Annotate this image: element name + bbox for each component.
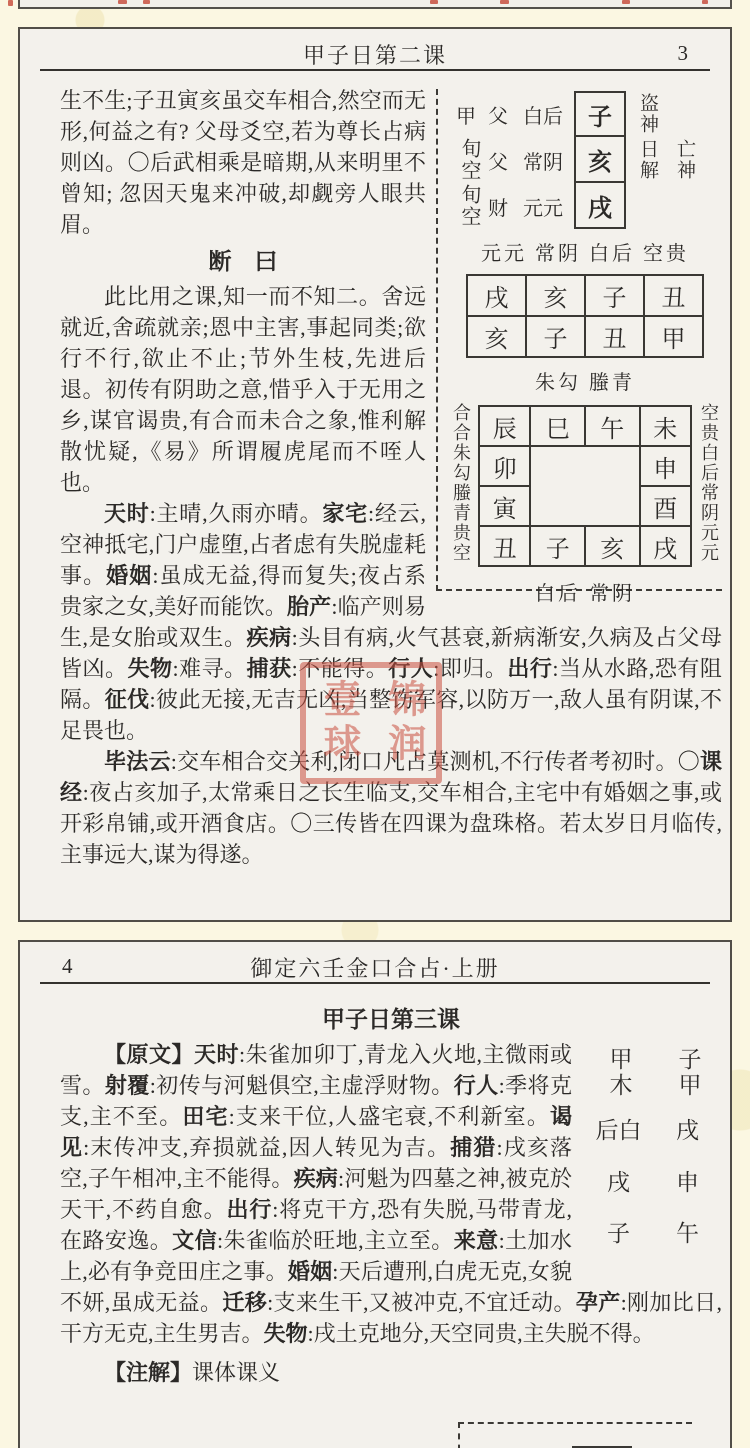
paragraph-judgement: 此比用之课,知一而不知二。舍远就近,舍疏就亲;恩中主害,事起同类;欲行不行,欲止不止;节外生枝,先进后退。初传有阴助之意,惜乎入于无用之乡,谋官谒贵,有合而未合之象,惟利解散忧疑,《易》所谓履虎尾而不咥人也。 — [60, 284, 426, 495]
diagram-cell: 戌 — [607, 1169, 630, 1195]
course-cell: 亥 — [467, 316, 526, 357]
stem-label: 甲 — [456, 105, 476, 128]
branch-cell: 戌 — [640, 526, 691, 566]
transmission-row — [448, 183, 722, 229]
relation-label: 父 — [488, 105, 508, 128]
paragraph-bifa: 毕法云:交车相合交关利,闭口凡占莫测机,不行传者考初时。〇课经:夜占亥加子,太常乘日之长生临支,交车相合,主宅中有婚姻之事,或开彩帛铺,或开酒食店。〇三传皆在四课为盘珠格。若太岁日月临传,主事远大,谋为得遂。 — [60, 749, 722, 867]
course-diagram — [584, 1041, 722, 1259]
branch-cell: 辰 — [479, 406, 530, 446]
divination-panel — [436, 89, 722, 605]
book-page-4 — [18, 940, 732, 1448]
paragraph-topics: 天时:主晴,久雨亦晴。家宅:经云,空神抵宅,门户虚堕,占者虑有失脱虚耗事。婚姻:虽成无益,得而复失;夜占系贵家之女,美好而能饮。胎产:临产则易生,是女胎或双生。疾病:头目有病,火气甚衰,新病渐安,久病及占父母皆凶。失物:难寻。捕获:不能得。行人:即归。出行:当从水路,恐有阻隔。征伐:彼此无接,无吉无凶,当整饬军容,以防万一,敌人虽有阴谋,不足畏也。 — [60, 501, 722, 743]
course-cell: 丑 — [644, 275, 703, 316]
branch-cell: 子 — [530, 526, 585, 566]
stem-label: 旬空 — [458, 138, 480, 182]
stem-label: 旬空 — [458, 184, 480, 228]
ring-bottom-label: 白后 常阴 — [535, 583, 635, 605]
branch-cell: 酉 — [640, 486, 691, 526]
page-number: 3 — [677, 41, 688, 65]
seal-column-left: 壹球 — [317, 679, 359, 767]
branch-ring-block — [448, 403, 722, 569]
gods-pair-label: 朱勾 螣青 — [535, 372, 635, 394]
red-ink-remnant — [500, 0, 509, 4]
ring-center-empty — [530, 446, 639, 526]
notes-group — [626, 139, 722, 181]
red-ink-remnant — [118, 0, 127, 4]
notes-group — [626, 93, 722, 135]
relation-label: 财 — [488, 197, 508, 220]
course-cell: 子 — [526, 316, 585, 357]
table-row — [467, 316, 703, 357]
lesson-title: 甲子日第三课 — [322, 1006, 460, 1032]
gods-label: 白后 — [523, 105, 563, 128]
branch-cell: 丑 — [479, 526, 530, 566]
table-row — [467, 275, 703, 316]
branch-box: 戌 — [574, 183, 626, 229]
branch-cell: 未 — [640, 406, 691, 446]
paragraph-annotation: 【注解】课体课义 — [104, 1360, 281, 1385]
transmission-row — [448, 91, 722, 137]
course-cell: 亥 — [526, 275, 585, 316]
red-ink-remnant — [143, 0, 150, 4]
gods-label: 元元 — [523, 197, 563, 220]
note-label: 亡神 — [674, 139, 695, 181]
page3-body — [20, 71, 730, 870]
red-ink-remnant — [8, 0, 13, 6]
diagram-cell: 子 — [607, 1220, 630, 1246]
running-title: 御定六壬金口合占·上册 — [250, 956, 500, 981]
transmission-row — [448, 137, 722, 183]
paragraph-intro: 生不生;子丑寅亥虽交车相合,然空而无形,何益之有? 父母爻空,若为尊长占病则凶。〇后武相乘是暗期,从来明里不曾知; 忽因天鬼来冲破,却觑旁人眼共眉。 — [60, 88, 426, 237]
branch-cell: 卯 — [479, 446, 530, 486]
branch-box: 子 — [574, 91, 626, 137]
diagram-cell: 子甲 — [675, 1047, 701, 1100]
course-cell: 甲 — [644, 316, 703, 357]
course-cell: 子 — [585, 275, 644, 316]
branch-box: 亥 — [574, 137, 626, 183]
diagram-cell: 午 — [676, 1220, 699, 1246]
red-ink-remnant — [702, 0, 708, 4]
paragraph-original-text: 【原文】天时:朱雀加卯丁,青龙入火地,主微雨或雪。射覆:初传与河魁俱空,主虚浮财物。行人:季将克支,主不至。田宅:支来干位,人盛宅衰,不利新室。谒见:末传冲支,弃损就益,因人转见为吉。捕猎:戌亥落空,子午相冲,主不能得。疾病:河魁为四墓之神,被克於天干,不药自愈。出行:将克干方,恐有失脱,马带青龙,在路安逸。文信:朱雀临於旺地,主立至。来意:土加水上,必有争竞田庄之事。婚姻:天后遭刑,白虎无克,女貌不妍,虽成无益。迁移:支来生干,又被冲克,不宜迁动。孕产:刚加比日,干方无克,主生男吉。失物:戌土克地分,天空同贵,主失脱不得。 — [60, 1042, 722, 1346]
course-cell: 丑 — [585, 316, 644, 357]
note-label: 盗神 — [637, 93, 658, 135]
page4-body — [20, 984, 730, 1388]
diagram-cell: 戌 — [676, 1118, 699, 1144]
four-courses-table — [466, 274, 704, 358]
gods-row-label: 元元 常阴 白后 空贵 — [481, 243, 689, 265]
table-row — [479, 526, 691, 566]
gods-label: 常阴 — [523, 151, 563, 174]
partial-divination-panel — [458, 1422, 692, 1448]
relation-label: 父 — [488, 151, 508, 174]
branch-cell: 亥 — [585, 526, 640, 566]
diagram-cell: 申 — [676, 1169, 699, 1195]
branch-ring-table — [478, 405, 692, 567]
branch-cell: 申 — [640, 446, 691, 486]
book-page-3 — [18, 27, 732, 922]
branch-cell: 午 — [585, 406, 640, 446]
diagram-cell: 甲木 — [606, 1047, 632, 1100]
diagram-cell: 后白 — [595, 1118, 642, 1144]
table-row — [479, 446, 691, 486]
page4-running-header — [20, 942, 730, 980]
running-title: 甲子日第二课 — [302, 43, 447, 68]
branch-cell: 寅 — [479, 486, 530, 526]
course-cell: 戌 — [467, 275, 526, 316]
ring-right-label: 空贵白后常阴元元 — [699, 403, 719, 563]
ring-left-label: 合合朱勾螣青贵空 — [451, 403, 471, 563]
branch-cell: 巳 — [530, 406, 585, 446]
red-ink-remnant — [430, 0, 438, 4]
red-ink-remnant — [622, 0, 630, 4]
page3-running-header — [20, 29, 730, 67]
page-number: 4 — [62, 954, 73, 978]
note-label: 日解 — [637, 139, 658, 181]
table-row — [479, 406, 691, 446]
section-heading-duan-yue: 断 曰 — [208, 248, 278, 274]
seal-column-right: 锦润 — [382, 679, 424, 767]
